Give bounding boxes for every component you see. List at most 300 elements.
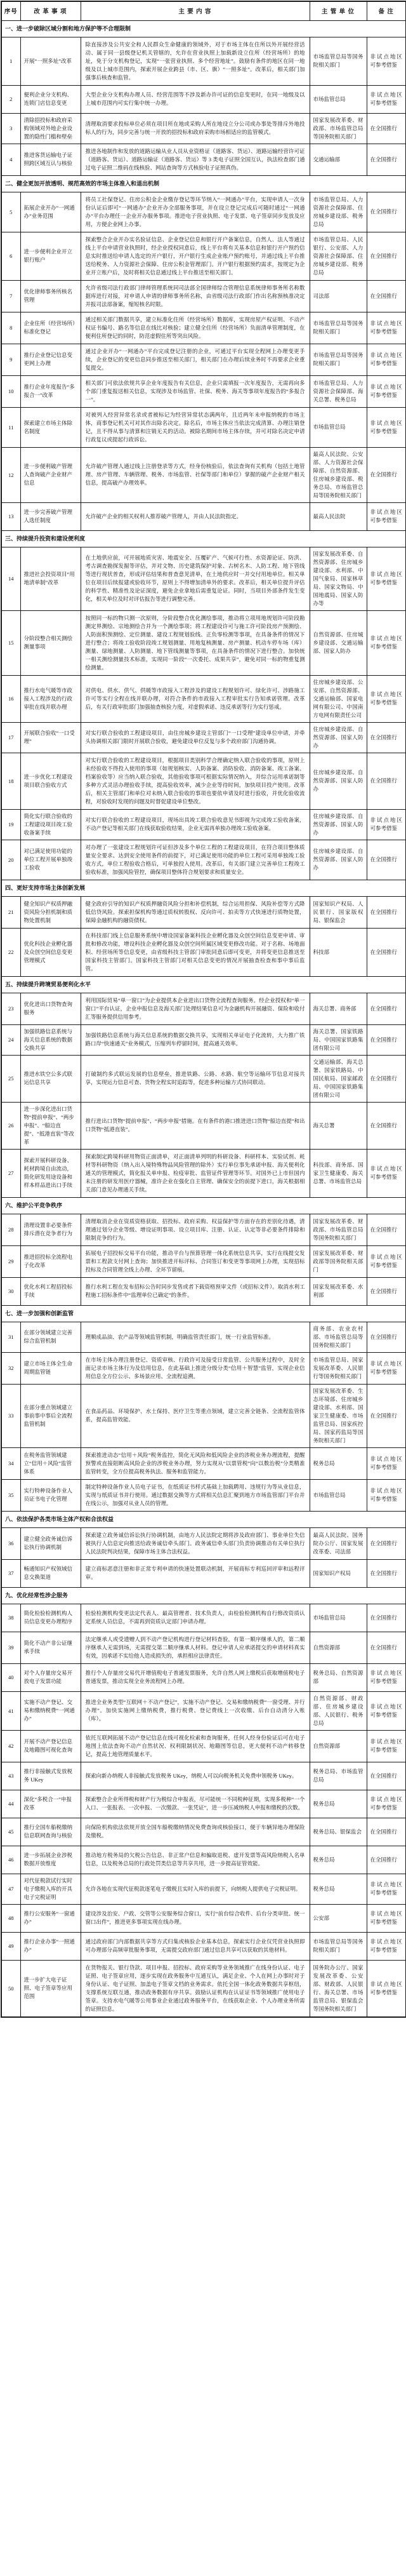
section-header-row (1, 1305, 406, 1322)
cell-content: 探索整合企业开办实名验证信息、企业登记信息和银行开户备案信息，自然人、法人等通过线上平台申请营业执照时，经企业授权同意后，线上平台将有关基本信息和银行开户预约信息实时推送给申请人选定的开户银行，开户银行生成企业账户预约账号，并通过线上平台推送给税务、人力资源社会保障、住房公积金管理部门。开户银行根据预约需求，按规定为企业开立账户后，及时将相关信息通过线上平台推送至相关部门。 (81, 232, 310, 280)
cell-content: 除直接涉及公共安全和人民群众生命健康的领域外，对于市场主体在住所以外开展经营活动、属于同一县级登记机关管辖的，允许在营业执照上加载新设立住所（经营场所）的地址，免于分支机构登记，实现“一张营业执照、多个经营地址”。鼓励有条件的地区在同一地级及以上城市范围内，探索开展企业跨县（市、区、旗）“一照多址”。改革后，相关部门加强事后核查和监管。 (81, 37, 310, 85)
cell-item: 实施不动产登记、交易和缴纳税费“一网通办” (20, 1691, 81, 1730)
cell-item: 在部分领域建立完善综合监管机制 (20, 1322, 81, 1352)
cell-num: 18 (1, 753, 20, 809)
table-row (1, 1846, 406, 1874)
section-title: 二、健全更加开放透明、规范高效的市场主体准入和退出机制 (1, 175, 406, 192)
cell-item: 清除招投标和政府采购领域对外地企业设置的隐性门槛和壁垒 (20, 113, 81, 144)
cell-note: 在全国推行 (367, 722, 406, 753)
table-row (1, 502, 406, 530)
cell-dept: 科技部、商务部、国家卫生健康委、海关总署、市场监管总局 (310, 1149, 367, 1197)
cell-item: 畅通知识产权领域信息交换渠道 (20, 1559, 81, 1587)
cell-num: 2 (1, 85, 20, 113)
table-header (1, 1, 406, 20)
cell-content: 健全政府引导的知识产权质押融资风险分担和补偿机制，综合运用担保、风险补偿等方式降低信贷风险。探索担保机构等通过质权转股权、反向许可、拍卖等方式快速进行质物处置，保障金融机构的融资债权。 (81, 896, 310, 928)
table-row (1, 312, 406, 344)
cell-dept: 国家发展改革委、财政部、市场监管总局等国务院相关部门 (310, 113, 367, 144)
cell-content: 对供电、供水、供气、供暖等市政接入工程涉及的建设工程规划许可、绿化许可、涉路施工许可等实行全程在线并联办理，对符合条件的市政接入工程审批实行告知承诺管理。改革后，有关行政审批部门加强抽查核验力度，对虚假承诺、违反承诺等行为实行惩戒。 (81, 675, 310, 722)
cell-item: 优化律师事务所核名管理 (20, 280, 81, 312)
cell-dept: 最高人民法院 (310, 502, 367, 530)
cell-dept: 税务总局、自然资源部 (310, 1663, 367, 1691)
cell-note: 非试点地区可参考借鉴 (367, 85, 406, 113)
cell-note: 非试点地区可参考借鉴 (367, 1790, 406, 1818)
cell-content: 对实行联合验收的工程建设项目，由住房城乡建设主管部门“一口受理”建设单位申请，并牵头协调相关部门限时开展联合验收，避免建设单位反复与多个政府部门沟通协调。 (81, 722, 310, 753)
cell-note: 在全国推行 (367, 1846, 406, 1874)
cell-dept: 海关总署、国家铁路局、中国国家铁路集团有限公司 (310, 1024, 367, 1055)
cell-item: 推行企业办事“一照通办” (20, 1932, 81, 1960)
cell-item: 推进招投标全流程电子化改革 (20, 1245, 81, 1277)
cell-item: 分阶段整合相关测绘测量事项 (20, 610, 81, 675)
cell-content: 在土地供应前，可开展地质灾害、地震安全、压覆矿产、气候可行性、水资源论证、防洪、考古调查勘探发掘等评估，并对文物、历史建筑保护对象、古树名木、人防工程、地下管线等进行现状普查，形成评估结果和普查意见清单，在土地供应时一并交付用地单位。相关单位在项目后续报建或验收环节，原则上不得增加清单外的要求。改革后，相关单位提升评估的科学性、精准性及论证深度，避免企业拿地后需重复论证。同时，当项目外部条件发生变化，相关单位及时对评估报告等进行调整完善。 (81, 547, 310, 610)
cell-num: 42 (1, 1730, 20, 1762)
cell-item: 简化检验检测机构人员信息变更办理程序 (20, 1604, 81, 1632)
cell-dept: 税务总局、银保监会 (310, 1818, 367, 1846)
cell-note: 在全国推行 (367, 1632, 406, 1663)
cell-note: 非试点地区可参考借鉴 (367, 1691, 406, 1730)
cell-num: 24 (1, 1024, 20, 1055)
cell-dept: 税务总局 (310, 1790, 367, 1818)
table-row (1, 1632, 406, 1663)
table-row (1, 1384, 406, 1447)
cell-note: 非试点地区可参考借鉴 (367, 809, 406, 840)
cell-content: 法定继承人或受遗赠人到不动产登记机构进行登记材料查验，有第一顺序继承人的，第二顺序继承人无需到场，无需提交第二顺序继承人材料。登记申请人应承诺提交的申请材料真实有效，因承诺不实给他人造成损失的，承担相应法律责任。 (81, 1632, 310, 1663)
cell-note: 在全国推行 (367, 280, 406, 312)
table-row (1, 344, 406, 375)
cell-content: 对实行联合验收的工程建设项目，根据项目类别科学合理确定纳入联合验收的事项，原则上未经验收不得投入使用的事项（如规划核实、人防备案、消防验收、消防备案、竣工备案、档案验收等）应当纳入联合验收，其他验收事项可根据实际情况纳入，并综合运用承诺制等多种方式灵活办理验收手续，提高验收效率，减少企业等待时间，加快项目投产使用。改革后，相关主管部门和单位对未纳入联合验收的事项也要依申请及时进行验收，并优化验收流程，对验收时发现的问题及时督促建设单位整改。 (81, 753, 310, 809)
table-row (1, 1245, 406, 1277)
table-row (1, 1322, 406, 1352)
cell-note: 非试点地区可参考借鉴 (367, 1904, 406, 1932)
cell-note: 在全国推行 (367, 1024, 406, 1055)
cell-content: 推行个人存量房交易代开增值税电子普通发票服务，允许自然人网上缴税后获取增值税电子普通发票，推动实现全业务流程网上办理。 (81, 1663, 310, 1691)
cell-num: 11 (1, 407, 20, 447)
header-row (1, 1, 406, 20)
table-row (1, 1214, 406, 1245)
cell-note: 非试点地区可参考借鉴 (367, 1932, 406, 1960)
cell-note: 在全国推行 (367, 1277, 406, 1305)
cell-content: 将员工社保登记、住房公积金企业缴存登记等环节纳入“一网通办”平台，实现申请人一次身份认证后即可“一网通办”企业开办全部服务事项，并在设立登记完成后可随时通过“一网通办”平台办理任一企业开办服务事项。推进电子营业执照、电子发票、电子签章同步发放及应用，方便企业网上办事。 (81, 192, 310, 232)
cell-num: 48 (1, 1904, 20, 1932)
table-row (1, 1818, 406, 1846)
section-title: 四、更好支持市场主体创新发展 (1, 880, 406, 896)
table-row (1, 1055, 406, 1102)
section-header-row (1, 976, 406, 993)
cell-item: 推行非接触式发放税务 UKey (20, 1762, 81, 1790)
cell-content: 在市场主体办理注册登记、资质审核、行政许可及接受日常监管、公共服务过程中，及时全面记录市场主体行为及信用信息，在此基础上推进分级分类“信用＋智慧”监管，实现企业信用信息全方位公示、多场景应用、全流程追溯。 (81, 1352, 310, 1384)
cell-dept: 交通运输部 (310, 144, 367, 175)
cell-dept: 住房城乡建设部、自然资源部、国家人防办 (310, 753, 367, 809)
table-row (1, 1277, 406, 1305)
cell-item: 进一步完善破产管理人选任制度 (20, 502, 81, 530)
cell-num: 4 (1, 144, 20, 175)
cell-note: 在全国推行 (367, 1214, 406, 1245)
table-row (1, 1479, 406, 1511)
cell-item: 加强铁路信息系统与海关信息系统的数据交换共享 (20, 1024, 81, 1055)
cell-dept: 自然资源部 (310, 1632, 367, 1663)
cell-note: 非试点地区可参考借鉴 (367, 1479, 406, 1511)
cell-note: 在全国推行 (367, 896, 406, 928)
header-content: 主 要 内 容 (81, 1, 310, 20)
cell-item: 推行公安服务“一窗通办” (20, 1904, 81, 1932)
cell-note: 在全国推行 (367, 1055, 406, 1102)
cell-dept: 住房城乡建设部、自然资源部、国家人防办 (310, 722, 367, 753)
table-row (1, 447, 406, 502)
table-row (1, 113, 406, 144)
section-title: 一、进一步破除区域分割和地方保护等不合理限制 (1, 20, 406, 37)
cell-item: 优化水利工程招投标手续 (20, 1277, 81, 1305)
cell-dept: 市场监管总局等国务院相关部门 (310, 312, 367, 344)
section-header-row (1, 530, 406, 547)
table-row (1, 232, 406, 280)
cell-dept: 住房城乡建设部、自然资源部、国家人防办 (310, 809, 367, 840)
cell-num: 15 (1, 610, 20, 675)
cell-note: 在全国推行 (367, 192, 406, 232)
cell-num: 9 (1, 344, 20, 375)
cell-dept: 商务部、农业农村部、市场监管总局等国务院相关部门 (310, 1322, 367, 1352)
cell-note: 非试点地区可参考借鉴 (367, 547, 406, 610)
cell-note: 非试点地区可参考借鉴 (367, 610, 406, 675)
table-row (1, 85, 406, 113)
cell-item: 进一步扩大电子证照、电子签章等应用范围 (20, 1960, 81, 2017)
cell-dept: 市场监管总局、人力资源社会保障部、海关总署、税务总局 (310, 375, 367, 407)
cell-dept: 国务院办公厅、国家发展改革委、公安部、财政部、人民银行、海关总署、市场监管总局、银保监会等国务院相关部门 (310, 1960, 367, 2017)
cell-content: 推行进出口货物“提前申报”、“两步申报”措施。在有条件的港口推进进口货物“船边直提”和出口货物“抵港直装”。 (81, 1102, 310, 1149)
cell-item: 建立市场主体全生命周期监管链 (20, 1352, 81, 1384)
cell-dept: 国家发展改革委、自然资源部、住房城乡建设部、水利部、中国气象局、国家林草局、国家文物局、中国地震局、国家人防办等 (310, 547, 367, 610)
cell-note: 在全国推行 (367, 1322, 406, 1352)
cell-note: 在全国推行 (367, 1384, 406, 1447)
section-header-row (1, 1197, 406, 1214)
cell-num: 21 (1, 896, 20, 928)
cell-note: 非试点地区可参考借鉴 (367, 344, 406, 375)
cell-dept: 国家发展改革委、生态环境部、住房城乡建设部、水利部、国家卫生健康委、市场监管总局、国家疾控局、国家药监局等国务院相关部门 (310, 1384, 367, 1447)
cell-dept: 国家知识产权局、人民银行、国家版权局、银保监会 (310, 896, 367, 928)
cell-content: 向保险机构依法依规开放全国车船税缴纳情况免费查询或核验接口，便于车辆异地办理保险及缴税。 (81, 1818, 310, 1846)
cell-dept: 国家发展改革委、财政部等国务院相关部门 (310, 1245, 367, 1277)
cell-num: 46 (1, 1846, 20, 1874)
cell-note: 在全国推行 (367, 113, 406, 144)
cell-dept: 市场监管总局 (310, 85, 367, 113)
cell-note: 在全国推行 (367, 993, 406, 1024)
cell-content: 允许破产管理人通过线上注册登录等方式，经身份核验后，依法查询有关机构（包括土地管理、房产管理、车辆管理、税务、市场监管、社保等部门和单位）掌握的破产企业财产相关信息，提高破产办理效率。 (81, 447, 310, 502)
cell-dept: 国家发展改革委、水利部 (310, 1277, 367, 1305)
cell-item: 拓展企业开办“一网通办”业务范围 (20, 192, 81, 232)
cell-item: 优化进出口货物查询服务 (20, 993, 81, 1024)
cell-item: 探索开展科研设备、耗材跨境自由流动，简化研发用途设备和样本样品进出口手续 (20, 1149, 81, 1197)
table-row (1, 1874, 406, 1904)
cell-content: 清理取消要求投标单位必须在项目所在地或采购人所在地设立分公司或办事处等排斥外地投标人的行为，同步完善与统一开放的招投标和政府采购市场相适应的监管模式。 (81, 113, 310, 144)
cell-content: 利用国际贸易“单一窗口”为企业提供本企业进出口货物全流程查询服务。经企业授权和“单一窗口”平台认证，企业申报信息及海关部门处理结果信息可为金融机构开展融资、保险和收付汇等服务提供信用参考。 (81, 993, 310, 1024)
cell-item: 进一步拓展企业涉税数据开放维度 (20, 1846, 81, 1874)
cell-note: 在全国推行 (367, 1559, 406, 1587)
cell-note: 非试点地区可参考借鉴 (367, 1874, 406, 1904)
cell-num: 31 (1, 1322, 20, 1352)
cell-num: 27 (1, 1149, 20, 1197)
cell-item: 开展不动产登记信息及地籍图可视化查询 (20, 1730, 81, 1762)
cell-content: 对办理了一张建设工程规划许可证但涉及多个单位工程的工程建设项目，在符合项目整体质量安全要求、达到安全使用条件的前提下，对已满足使用功能的单位工程可采用单独竣工验收方式，单位工程验收合格后，可单独投入使用。改革后，有关部门建立完善单位工程竣工验收标准，加强风险管控，确保项目整体符合规划要求和质量安全。 (81, 840, 310, 880)
table-row (1, 675, 406, 722)
cell-dept: 市场监管总局、人力资源社会保障部、住房城乡建设部、税务总局 (310, 192, 367, 232)
cell-note: 在全国推行 (367, 144, 406, 175)
cell-note: 在全国推行 (367, 232, 406, 280)
cell-content: 允许各地在实现代征税款逐笔电子缴税且实时入库的前提下，向纳税人提供电子完税证明。 (81, 1874, 310, 1904)
cell-dept: 最高人民法院、公安部、人力资源社会保障部、自然资源部、住房城乡建设部、税务总局、市场监管总局等国务院相关部门 (310, 447, 367, 502)
cell-num: 26 (1, 1102, 20, 1149)
cell-dept: 市场监管总局、国家发展改革委、人民银行等国务院相关部门 (310, 1352, 367, 1384)
cell-num: 36 (1, 1527, 20, 1559)
cell-item: 推行企业年度报告“多报合一”改革 (20, 375, 81, 407)
cell-dept: 自然资源部、住房城乡建设部、交通运输部、国家人防办 (310, 610, 367, 675)
cell-content: 建设涉及治安、户政、交管等公安服务综合窗口，实行“前台综合收件、后台分类审批、统一窗口出件”，推进更多事项实现在线办理。 (81, 1904, 310, 1932)
table-row (1, 896, 406, 928)
table-row (1, 840, 406, 880)
cell-item: 探索建立市场主体除名制度 (20, 407, 81, 447)
cell-dept: 住房城乡建设部、公安部、自然资源部、交通运输部、国家电网有限公司、中国南方电网有限责任公司 (310, 675, 367, 722)
cell-num: 5 (1, 192, 20, 232)
table-row (1, 144, 406, 175)
cell-item: 进一步便利破产管理人查询破产企业财产信息 (20, 447, 81, 502)
cell-content: 探索制定跨境科研用物资正面清单，对正面清单列明的科研设备、科研样本、实验试剂、耗材等科研物资（纳入出入境特殊物品风险管理的除外）实行单位事先承诺申报、海关便利化通关的管理模式，简化报关单申报、检疫审批、监管证件管理等环节。对国外已上市但国内未注册的研发用医疗器械，准许企业在强化自主管理、确保安全的前提下进口，海关根据相关部门意见办理通关手续。 (81, 1149, 310, 1197)
cell-dept: 海关总署、商务部 (310, 993, 367, 1024)
cell-content: 通过相关部门数据共享，建立标准化住所（经营场所）数据库，实现房屋产权证明、不动产权证书编号、路名等信息在线比对核验；建立健全住所（经营场所）负面清单管理制度，在便利住所登记的同时，防范虚假住所等突出风险。 (81, 312, 310, 344)
cell-num: 30 (1, 1277, 20, 1305)
cell-note: 在全国推行 (367, 840, 406, 880)
cell-content: 通过政府部门内部数据共享等方式归集或核验企业基本信息，探索实行企业仅凭营业执照即可办理部分高频审批服务事项，无需提交政府部门通过信息共享可以获取的其他材料。 (81, 1932, 310, 1960)
cell-content: 相关部门可依法依规共享企业年度报告有关信息，企业只需填报一次年度报告，无需再向多个部门重复报送相关信息，实现涉及市场监管、社保、税务、海关等事项年度报告的“多报合一”。 (81, 375, 310, 407)
table-row (1, 610, 406, 675)
cell-content: 制定特种设备作业人员电子证书，在纸质证书样式基础上加载聘用、违规行为等从业信息，实现与纸质证书并行使用。通过数据交换等方式将相关信息汇聚到地方市场监管部门平台并在线公示，加强对从业人员的管理。 (81, 1479, 310, 1511)
cell-num: 13 (1, 502, 20, 530)
cell-item: 简化实行联合验收的工程建设项目竣工验收备案手续 (20, 809, 81, 840)
cell-item: 清理设置非必要条件排斥潜在竞争者行为 (20, 1214, 81, 1245)
cell-note: 非试点地区可参考借鉴 (367, 1960, 406, 2017)
cell-content: 在货物报关、银行贷款、项目申报、招投标、政府采购等业务领域推广在线身份认证、电子证照、电子签章应用，逐步实现在政务服务中互通互认，满足企业、个人在网上办事时对于身份认证、电子证照、加盖电子签章文档的业务需求。依托全国一体化政务数据共享枢纽，支撑系统互联互通，推动政务数据有序共享。鼓励认证机构在认证证书等领域推广使用电子签章。支持水电气暖等公用事业企业通过政务服务平台，在线获取企业、个人办理业务所需的证照信息。 (81, 1960, 310, 2017)
cell-content: 加强铁路信息系统与海关信息系统的数据交换共享，实现相关单证电子化流转，大力推广铁路口岸“快速通关”业务模式，压缩列车停留时间，提高通关效率。 (81, 1024, 310, 1055)
table-row (1, 1604, 406, 1632)
cell-num: 29 (1, 1245, 20, 1277)
cell-note: 在全国推行 (367, 447, 406, 502)
cell-dept: 市场监管总局 (310, 407, 367, 447)
cell-note: 在全国推行 (367, 753, 406, 809)
cell-item: 企业住所（经营场所）标准化登记 (20, 312, 81, 344)
cell-item: 对已满足使用功能的单位工程开展单独竣工验收 (20, 840, 81, 880)
table-row (1, 192, 406, 232)
section-header-row (1, 20, 406, 37)
cell-content: 清理取消企业在资质资格获取、招投标、政府采购、权益保护等方面存在的差别化待遇，清理通过划分企业等级、增设证明事项、设立项目库、注册、认证、认定等非必要条件排除和限制竞争的行为。 (81, 1214, 310, 1245)
table-row (1, 1149, 406, 1197)
table-row (1, 1447, 406, 1479)
table-row (1, 1904, 406, 1932)
header-item: 改 革 事 项 (20, 1, 81, 20)
cell-num: 35 (1, 1479, 20, 1511)
cell-content: 检验检测机构变更法定代表人、最高管理者、技术负责人，由检验检测机构自行修改资质认定系统人员信息，不需再到资质认定部门申请办理。 (81, 1604, 310, 1632)
cell-item: 在部分重点领域建立事前事中事后全流程监管机制 (20, 1384, 81, 1447)
cell-num: 37 (1, 1559, 20, 1587)
cell-num: 44 (1, 1790, 20, 1818)
cell-item: 健全知识产权质押融资风险分担机制和质物处置机制 (20, 896, 81, 928)
cell-num: 34 (1, 1447, 20, 1479)
cell-num: 47 (1, 1874, 20, 1904)
reform-table-body (1, 20, 406, 2017)
table-row (1, 1352, 406, 1384)
cell-content: 探索向新办纳税人非接触式发放税务 UKey，纳税人可以向税务机关免费申领税务 UKey。 (81, 1762, 310, 1790)
table-row (1, 1663, 406, 1691)
cell-content: 探索整合企业所得税和财产行为税综合申报表，尽可能统一不同税种征期，实现多税种“一个入口、一张报表、一次申报、一次缴款、一张凭证”，进一步压减纳税人申报和缴税的次数。 (81, 1790, 310, 1818)
table-row (1, 1527, 406, 1559)
cell-num: 7 (1, 280, 20, 312)
cell-content: 大型企业分支机构办理人员、经营范围等不涉及新办许可证的信息变更时，在同一地级及以上城市范围内可实行集中统一办理。 (81, 85, 310, 113)
cell-content: 打破制约多式联运发展的信息壁垒，推进铁路、公路、水路、航空等运输环节信息对接共享，实现运力信息可查、货物全程实时追踪等，促进多种运输方式协同联动。 (81, 1055, 310, 1102)
header-num: 序号 (1, 1, 20, 20)
cell-item: 推进社会投资项目“用地清单制”改革 (20, 547, 81, 610)
cell-note: 非试点地区可参考借鉴 (367, 312, 406, 344)
cell-dept: 市场监管总局等国务院相关部门 (310, 37, 367, 85)
cell-dept: 国家发展改革委、财政部、市场监管总局等国务院相关部门 (310, 1214, 367, 1245)
table-row (1, 407, 406, 447)
cell-dept: 海关总署 (310, 1102, 367, 1149)
table-row (1, 375, 406, 407)
cell-dept: 税务总局 (310, 1447, 367, 1479)
cell-dept: 税务总局、市场监管总局 (310, 1762, 367, 1790)
cell-note: 在全国推行 (367, 1818, 406, 1846)
cell-item: 对个人存量房交易开放电子发票功能 (20, 1663, 81, 1691)
cell-content: 依托互联网拓展不动产登记信息在线可视化检索和查询服务，任何人经身份验证后可在电子地图上依法查询不动产自然状况、权利限制状况、地籍图等信息，更大便利不动产转移登记，提高土地管理质量水平。 (81, 1730, 310, 1762)
section-title: 九、优化经常性涉企服务 (1, 1587, 406, 1604)
cell-note: 非试点地区可参考借鉴 (367, 1149, 406, 1197)
table-row (1, 993, 406, 1024)
cell-num: 38 (1, 1604, 20, 1632)
cell-note: 非试点地区可参考借鉴 (367, 675, 406, 722)
table-row (1, 1102, 406, 1149)
cell-num: 12 (1, 447, 20, 502)
cell-note: 非试点地区可参考借鉴 (367, 37, 406, 85)
cell-num: 45 (1, 1818, 20, 1846)
cell-dept: 交通运输部、海关总署、国家铁路局、中国民航局、国家邮政局、中国国家铁路集团有限公司 (310, 1055, 367, 1102)
cell-item: 便利企业分支机构、连锁门店信息变更 (20, 85, 81, 113)
cell-content: 理顺成品油、农产品等领域监管机制，明确监管责任部门，统一行业监管标准。 (81, 1322, 310, 1352)
cell-dept: 市场监管总局等国务院相关部门 (310, 1932, 367, 1960)
section-title: 三、持续提升投资和建设便利度 (1, 530, 406, 547)
cell-dept: 市场监管总局 (310, 1604, 367, 1632)
cell-dept: 公安部 (310, 1904, 367, 1932)
cell-item: 开展联合验收“一口受理” (20, 722, 81, 753)
cell-num: 40 (1, 1663, 20, 1691)
cell-item: 推行全国车船税缴纳信息联网查询与核验 (20, 1818, 81, 1846)
cell-item: 推行企业登记信息变更网上办理 (20, 344, 81, 375)
cell-dept: 税务总局 (310, 1846, 367, 1874)
table-row (1, 1730, 406, 1762)
table-row (1, 722, 406, 753)
table-row (1, 1691, 406, 1730)
cell-num: 14 (1, 547, 20, 610)
cell-content: 推行水利工程在发布招标公告时同步发售或者下载资格预审文件（或招标文件）。取消水利工程施工招标条件中“监理单位已确定”的条件。 (81, 1277, 310, 1305)
section-header-row (1, 880, 406, 896)
cell-note: 在全国推行 (367, 928, 406, 976)
cell-item: 在税务监管领域建立“信用＋风险”监管体系 (20, 1447, 81, 1479)
cell-content: 探索建立政务诚信诉讼执行协调机制，由地方人民法院定期将涉及政府部门、事业单位失信被执行人信息定向推送给政务诚信牵头部门。政务诚信牵头部门负责协调推动有关单位执行人民法院判决结果，保障市场主体合法权益。 (81, 1527, 310, 1559)
table-row (1, 1790, 406, 1818)
cell-content: 按照同一标的物只测一次原则，分阶段整合优化测绘事项，推动将立项用地规划许可阶段勘测定界测绘、宗地测绘合并为一个测绘事项；将工程建设许可与施工许可阶段房产预测绘、人防面积预测绘、定位测量、建设工程规划验线、正负零检测等事项，在具备条件的情况下进行整合；将竣工验收阶段竣工规划测量、用地复核测量、房产测量、机动车停车场（库）测量、绿地测量、人防测量、地下管线测量等事项，在具备条件的情况下进行整合。加快统一相关测绘测量技术标准，实现同一阶段“一次委托、成果共享”，避免对同一标的物重复测绘测量。 (81, 610, 310, 675)
cell-content: 对实行联合验收的工程建设项目，现场出具竣工联合验收意见书即视为完成竣工验收备案，不动产登记等相关部门在线获取验收结果，企业无需再单独办理竣工验收备案。 (81, 809, 310, 840)
table-row (1, 1932, 406, 1960)
table-row (1, 37, 406, 85)
cell-num: 25 (1, 1055, 20, 1102)
cell-content: 允许破产企业的相关权利人推荐破产管理人，并由人民法院指定。 (81, 502, 310, 530)
cell-content: 对被列入经营异常名录或者被标记为经营异常状态满两年，且近两年未申报纳税的市场主体，商事登记机关可对其作出除名决定。除名后，市场主体应当依法完成清算、办理注销登记，且不得从事与清算和注销无关的活动。被除名期间市场主体存续，并可对除名决定申请行政复议或提起行政诉讼。 (81, 407, 310, 447)
cell-content: 在食品药品、环境保护、水土保持、医疗卫生等重点领域，建立完善全链条、全流程监管体系，提高监管效能。 (81, 1384, 310, 1447)
cell-num: 3 (1, 113, 20, 144)
cell-content: 推动地方税务局的欠税公告信息、非正常户信息和骗取退税、虚开发票等高风险纳税人名单信息，以及税务总局的行政处罚类信息等共享共用，进一步提高征管效能。 (81, 1846, 310, 1874)
cell-item: 推进客货运输电子证照跨区域互认与核验 (20, 144, 81, 175)
cell-note: 在全国推行 (367, 1102, 406, 1149)
cell-note: 非试点地区可参考借鉴 (367, 1352, 406, 1384)
cell-dept: 最高人民法院、国务院办公厅、国家发展改革委、司法部 (310, 1527, 367, 1559)
cell-num: 19 (1, 809, 20, 840)
cell-note: 在全国推行 (367, 1762, 406, 1790)
cell-dept: 自然资源部、财政部、住房城乡建设部、人民银行、税务总局 (310, 1691, 367, 1730)
cell-note: 在全国推行 (367, 1527, 406, 1559)
cell-content: 拓展电子招投标交易平台功能，推动平台与预算管理一体化系统信息共享，实行在线提交发票和工程款支付网上查询；加快推进开标评标、合同签订和变更等事项网上办理，实现招标投标及合同管理全线上办理、全环节留痕。 (81, 1245, 310, 1277)
cell-note: 非试点地区可参考借鉴 (367, 1730, 406, 1762)
cell-item: 对代征税款试行实时电子缴税入库的开具电子完税证明 (20, 1874, 81, 1904)
cell-content: 允许省级司法行政部门律师管理系统同司法部全国律师综合管理信息系统律师事务所名称数据库进行对接，对申请人申请的律师事务所名称，由省级司法行政部门作出名称预核准决定并报司法部备案，缩短核名时限。 (81, 280, 310, 312)
cell-dept: 市场监管总局、人民银行、公安部、人力资源社会保障部、住房城乡建设部、税务总局 (310, 232, 367, 280)
section-title: 六、维护公平竞争秩序 (1, 1197, 406, 1214)
cell-note: 非试点地区可参考借鉴 (367, 1447, 406, 1479)
cell-dept: 市场监管总局等国务院相关部门 (310, 344, 367, 375)
section-header-row (1, 1511, 406, 1527)
cell-num: 39 (1, 1632, 20, 1663)
cell-item: 实行特种设备作业人员证书电子化管理 (20, 1479, 81, 1511)
cell-num: 33 (1, 1384, 20, 1447)
cell-item: 进一步深化进出口货物“提前申报”、“两步申报”、“船边直提”、“抵港直装”等改革 (20, 1102, 81, 1149)
header-note: 备 注 (367, 1, 406, 20)
cell-dept: 自然资源部 (310, 1730, 367, 1762)
cell-num: 28 (1, 1214, 20, 1245)
table-row (1, 1024, 406, 1055)
cell-item: 开展“一照多址”改革 (20, 37, 81, 85)
cell-dept: 税务总局 (310, 1874, 367, 1904)
table-row (1, 809, 406, 840)
table-row (1, 928, 406, 976)
cell-num: 41 (1, 1691, 20, 1730)
cell-content: 在科技部门线上信息服务系统中增设国家备案科技企业孵化器及众创空间信息变更申请、审批和修改功能，增设科技企业孵化器及众创空间所属区域变更修改功能。对于名称、场地面积、经营场所等信息变更，由省级科技主管部门审批同意后即可变更，并将变更信息推送至国家科技主管部门。国家科技主管部门对相关信息变更的情况开展抽查检查和事中事后监管。 (81, 928, 310, 976)
cell-num: 32 (1, 1352, 20, 1384)
cell-content: 推进各地制作和发放的道路运输从业人员从业资格证（道路客、货运）、道路运输经营许可证（道路客、货运）、道路运输证（道路客、货运）等 3 类电子证照全国互认，执法检查部门通过电子证照二维码在线核验、网站查询等方式核验电子证照真伪。 (81, 144, 310, 175)
cell-item: 优化科技企业孵化器及众创空间信息变更管理模式 (20, 928, 81, 976)
cell-note: 非试点地区可参考借鉴 (367, 375, 406, 407)
cell-content: 建立商标恶意注册和非正常专利申请的快速处置联动机制，开展商标专利巡回评审和远程评审。 (81, 1559, 310, 1587)
reform-table (1, 1, 406, 2018)
cell-item: 推进水铁空公多式联运信息共享 (20, 1055, 81, 1102)
section-header-row (1, 1587, 406, 1604)
cell-num: 43 (1, 1762, 20, 1790)
cell-num: 23 (1, 993, 20, 1024)
cell-item: 简化不动产非公证继承手续 (20, 1632, 81, 1663)
table-row (1, 547, 406, 610)
table-row (1, 1559, 406, 1587)
cell-note: 非试点地区可参考借鉴 (367, 502, 406, 530)
cell-item: 进一步便利企业开立银行账户 (20, 232, 81, 280)
cell-num: 17 (1, 722, 20, 753)
cell-num: 22 (1, 928, 20, 976)
cell-note: 非试点地区可参考借鉴 (367, 407, 406, 447)
table-row (1, 1960, 406, 2017)
cell-content: 通过企业开办“一网通办”平台完成登记注册的企业，可通过平台实现全程网上办理变更手续，企业登记的变更信息同步推送至相关部门，相关部门在办理后续业务时不再要求企业重复提交。 (81, 344, 310, 375)
cell-num: 1 (1, 37, 20, 85)
cell-note: 非试点地区可参考借鉴 (367, 1245, 406, 1277)
cell-num: 49 (1, 1932, 20, 1960)
